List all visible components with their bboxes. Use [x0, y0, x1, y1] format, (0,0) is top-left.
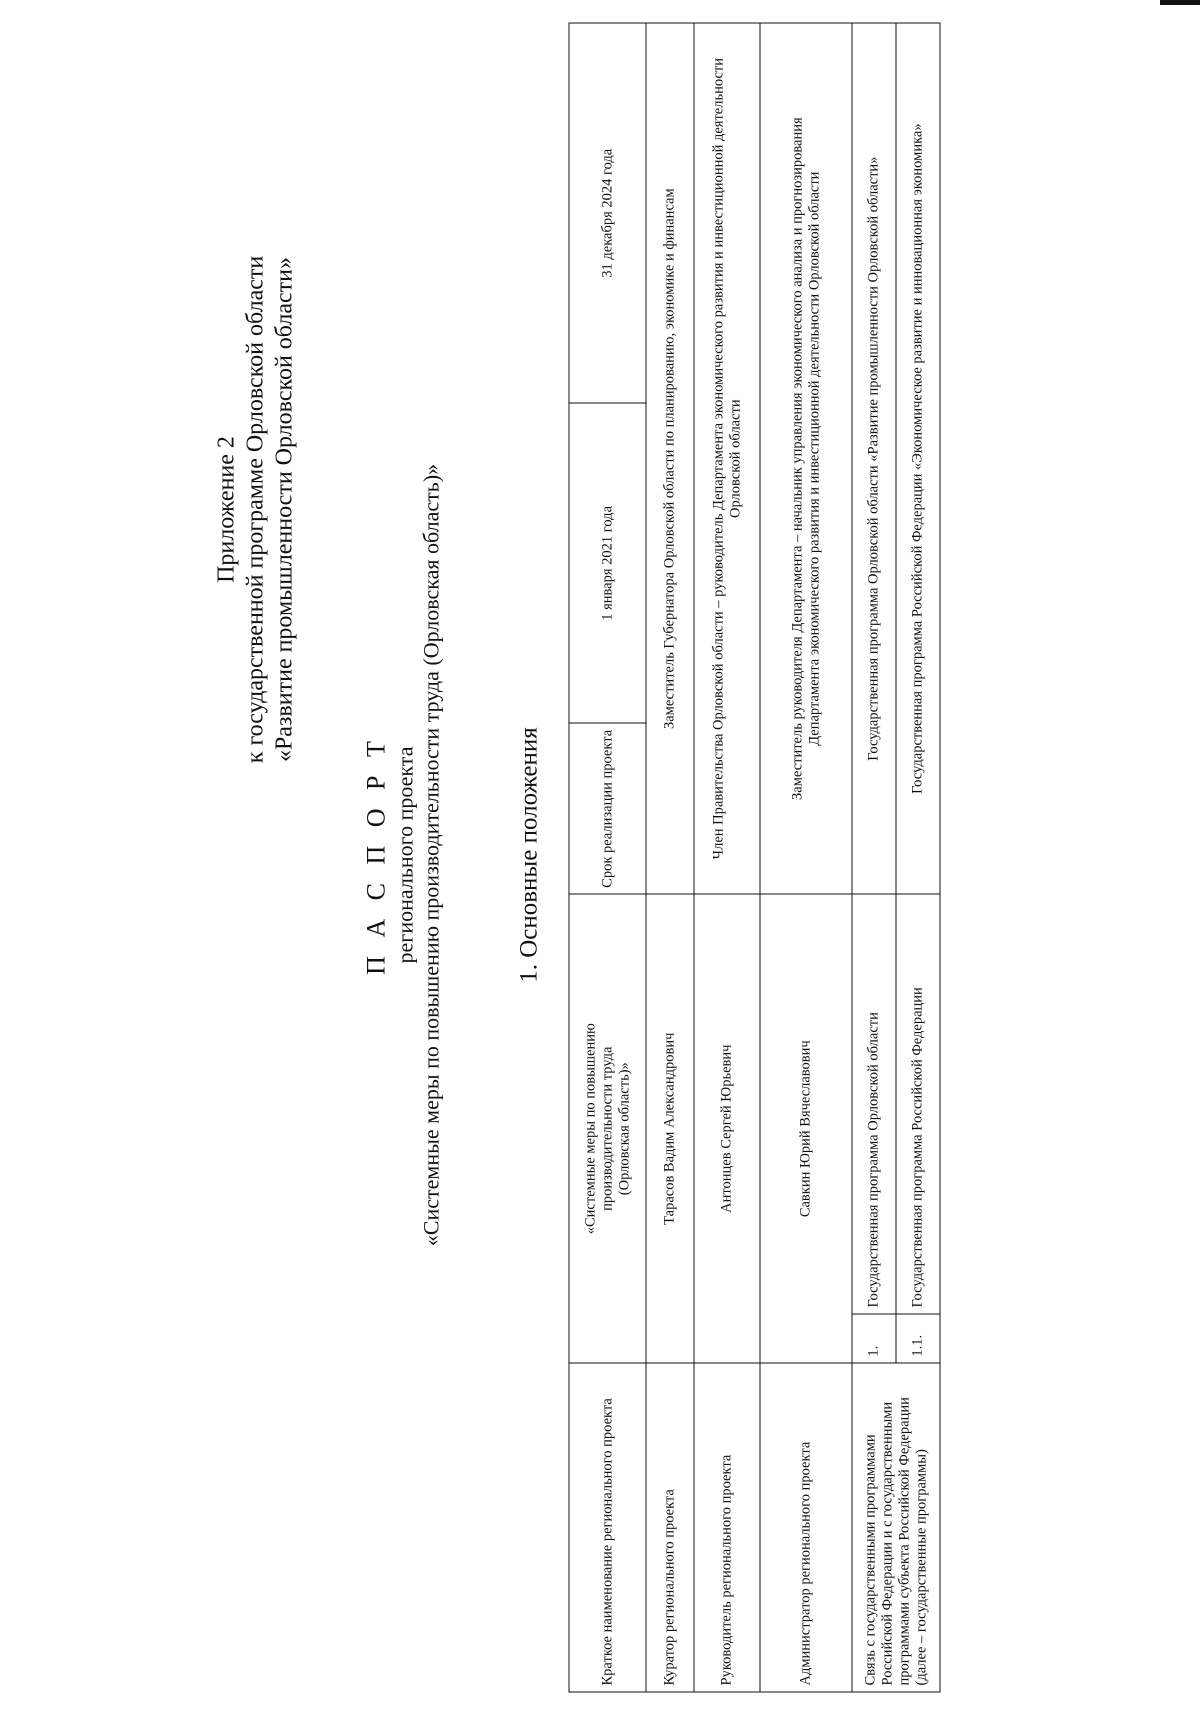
short-name-label: Краткое наименование регионального проекта — [569, 1363, 646, 1692]
short-name-value — [569, 894, 646, 1363]
passport-subtitle: регионального проекта — [392, 746, 418, 964]
program-name: Государственная программа Российской Федерации «Экономическое развитие и инновационная экономика» — [896, 23, 940, 894]
table-row — [760, 23, 852, 1692]
appendix-header — [213, 250, 300, 770]
administrator-name: Савкин Юрий Вячеславович — [760, 894, 852, 1363]
administrator-position-line: Заместитель руководителя Департамента – начальник управления экономического анализа и прогнозирования — [789, 117, 805, 800]
curator-position: Заместитель Губернатора Орловской области по планированию, экономике и финансам — [646, 23, 694, 894]
table-row — [852, 23, 896, 1692]
term-cell — [569, 403, 646, 894]
administrator-position-line: Департамента экономического развития и инвестиционной деятельности Орловской области — [806, 171, 822, 746]
head-label: Руководитель регионального проекта — [694, 1363, 760, 1692]
appendix-program-name: «Развитие промышленности Орловской области» — [271, 256, 298, 763]
passport-heading: П А С П О Р Т — [361, 735, 391, 975]
section-heading: 1. Основные положения — [515, 727, 543, 983]
program-type: Государственная программа Орловской области — [852, 894, 896, 1314]
program-number: 1.1. — [896, 1314, 940, 1363]
term-label: Срок реализации проекта — [570, 723, 646, 894]
short-name-line: производительности труда — [599, 1046, 615, 1211]
table-row — [646, 23, 694, 1692]
rotated-document-page — [1, 0, 1200, 1711]
appendix-number: Приложение 2 — [213, 436, 240, 583]
table-row — [694, 23, 760, 1692]
short-name-line: «Системные меры по повышению — [582, 1023, 598, 1235]
program-name: Государственная программа Орловской области «Развитие промышленности Орловской области» — [852, 23, 896, 894]
program-number: 1. — [852, 1314, 896, 1363]
main-provisions-table — [569, 23, 941, 1693]
short-name-line: (Орловская область)» — [616, 1062, 632, 1196]
program-type: Государственная программа Российской Федерации — [896, 894, 940, 1314]
administrator-label: Администратор регионального проекта — [760, 1363, 852, 1692]
appendix-program-ref: к государственной программе Орловской области — [242, 255, 269, 764]
head-position: Член Правительства Орловской области – руководитель Департамента экономического развития и инвестиционной деятельности Орловской области — [694, 23, 760, 894]
project-name-title: «Системные меры по повышению производительности труда (Орловская область)» — [418, 463, 444, 1247]
curator-label: Куратор регионального проекта — [646, 1363, 694, 1692]
end-date: 31 декабря 2024 года — [569, 23, 646, 403]
programs-link-label: Связь с государственными программами Российской Федерации и с государственными программами субъекта Российской Федерации (далее – государственные программы) — [852, 1363, 940, 1692]
administrator-position — [760, 23, 852, 894]
head-name: Антонцев Сергей Юрьевич — [694, 894, 760, 1363]
start-date: 1 января 2021 года — [599, 506, 615, 621]
curator-name: Тарасов Вадим Александрович — [646, 894, 694, 1363]
passport-title-block — [361, 0, 445, 1711]
table-row — [569, 23, 646, 1692]
